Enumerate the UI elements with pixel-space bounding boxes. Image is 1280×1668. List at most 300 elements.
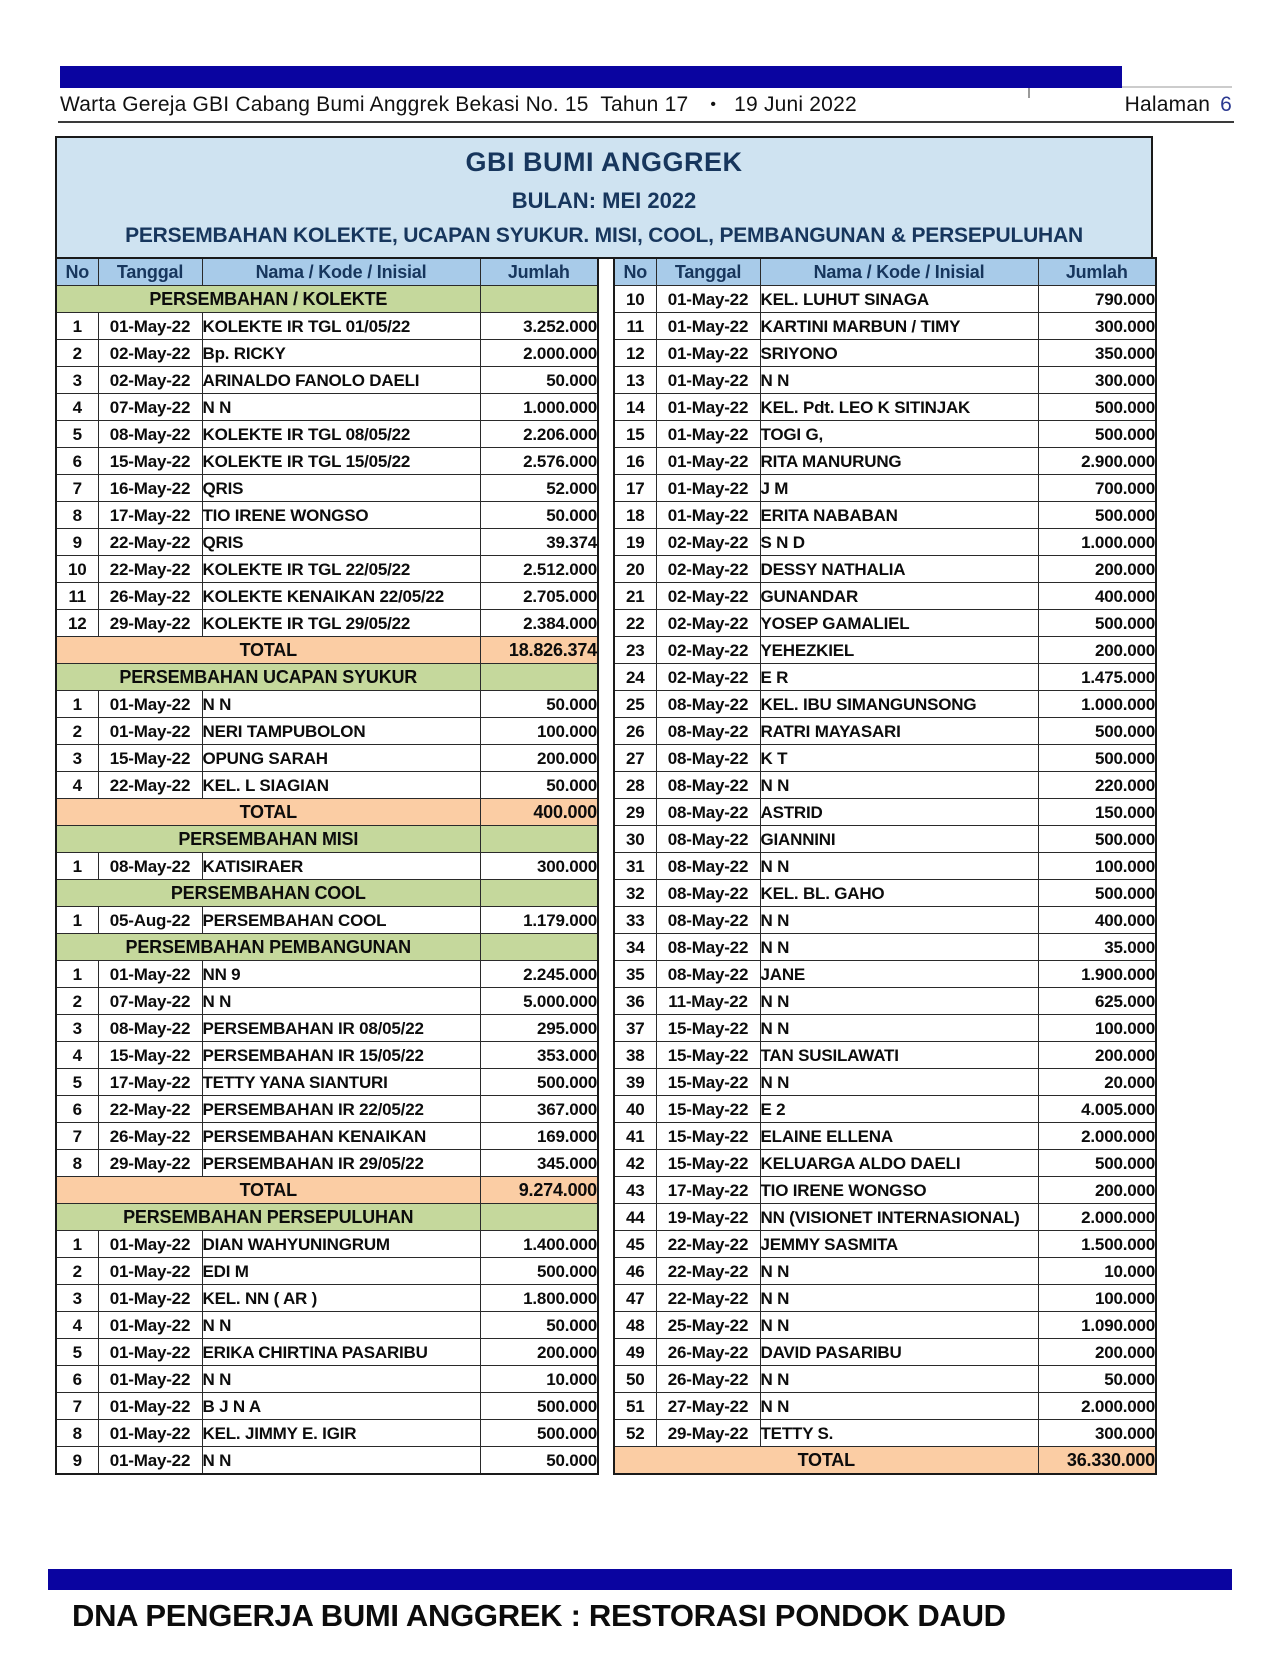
cell-name: KELUARGA ALDO DAELI	[760, 1150, 1038, 1177]
cell-date: 02-May-22	[656, 637, 760, 664]
cell-date: 19-May-22	[656, 1204, 760, 1231]
cell-no: 26	[614, 718, 656, 745]
bullet-separator: •	[710, 96, 717, 113]
cell-no: 8	[56, 1150, 98, 1177]
cell-amount: 52.000	[480, 475, 598, 502]
cell-name: TETTY S.	[760, 1420, 1038, 1447]
cell-amount: 500.000	[1038, 745, 1156, 772]
cell-no: 4	[56, 1312, 98, 1339]
table-row	[614, 286, 1156, 313]
cell-date: 25-May-22	[656, 1312, 760, 1339]
cell-name: KOLEKTE KENAIKAN 22/05/22	[202, 583, 480, 610]
cell-amount: 625.000	[1038, 988, 1156, 1015]
table-row	[56, 1096, 598, 1123]
cell-name: KARTINI MARBUN / TIMY	[760, 313, 1038, 340]
cell-amount: 790.000	[1038, 286, 1156, 313]
cell-amount: 20.000	[1038, 1069, 1156, 1096]
cell-amount: 200.000	[480, 745, 598, 772]
cell-date: 29-May-22	[98, 1150, 202, 1177]
cell-amount: 353.000	[480, 1042, 598, 1069]
top-accent-bar	[60, 66, 1122, 88]
cell-date: 01-May-22	[656, 367, 760, 394]
cell-amount: 1.179.000	[480, 907, 598, 934]
cell-no: 10	[56, 556, 98, 583]
table-row	[614, 637, 1156, 664]
cell-amount: 500.000	[480, 1393, 598, 1420]
cell-no: 8	[56, 502, 98, 529]
cell-no: 34	[614, 934, 656, 961]
cell-name: E R	[760, 664, 1038, 691]
cell-no: 37	[614, 1015, 656, 1042]
cell-amount: 200.000	[1038, 556, 1156, 583]
table-header	[614, 258, 1156, 286]
cell-name: N N	[760, 1015, 1038, 1042]
cell-no: 3	[56, 1015, 98, 1042]
cell-amount: 3.252.000	[480, 313, 598, 340]
church-name: GBI BUMI ANGGREK	[465, 147, 743, 177]
cell-name: N N	[202, 394, 480, 421]
table-row	[56, 529, 598, 556]
cell-no: 2	[56, 340, 98, 367]
cell-name: KEL. BL. GAHO	[760, 880, 1038, 907]
cell-date: 08-May-22	[656, 961, 760, 988]
total-amount: 36.330.000	[1038, 1447, 1156, 1475]
table-row	[614, 340, 1156, 367]
cell-no: 21	[614, 583, 656, 610]
cell-date: 08-May-22	[98, 421, 202, 448]
col-header-1: Tanggal	[656, 258, 760, 286]
cell-date: 01-May-22	[98, 1285, 202, 1312]
cell-date: 15-May-22	[656, 1150, 760, 1177]
cell-name: EDI M	[202, 1258, 480, 1285]
table-row	[614, 853, 1156, 880]
cell-amount: 400.000	[1038, 583, 1156, 610]
table-row	[614, 1015, 1156, 1042]
section-header-row	[56, 1204, 598, 1231]
cell-no: 14	[614, 394, 656, 421]
table-row	[56, 340, 598, 367]
total-label: TOTAL	[56, 637, 480, 664]
cell-date: 17-May-22	[98, 1069, 202, 1096]
cell-name: N N	[760, 1285, 1038, 1312]
cell-date: 08-May-22	[656, 880, 760, 907]
cell-no: 35	[614, 961, 656, 988]
cell-no: 11	[56, 583, 98, 610]
cell-amount: 350.000	[1038, 340, 1156, 367]
cell-amount: 500.000	[1038, 880, 1156, 907]
cell-amount: 2.000.000	[480, 340, 598, 367]
cell-no: 31	[614, 853, 656, 880]
table-row	[56, 1393, 598, 1420]
table-row	[56, 394, 598, 421]
cell-no: 28	[614, 772, 656, 799]
cell-amount: 2.576.000	[480, 448, 598, 475]
cell-amount: 200.000	[1038, 637, 1156, 664]
table-row	[614, 1339, 1156, 1366]
cell-name: NN 9	[202, 961, 480, 988]
cell-amount: 2.206.000	[480, 421, 598, 448]
cell-name: N N	[202, 1447, 480, 1475]
table-row	[56, 1258, 598, 1285]
cell-amount: 2.705.000	[480, 583, 598, 610]
cell-date: 26-May-22	[656, 1366, 760, 1393]
cell-name: JEMMY SASMITA	[760, 1231, 1038, 1258]
cell-amount: 100.000	[1038, 1285, 1156, 1312]
cell-amount: 39.374	[480, 529, 598, 556]
table-row	[614, 313, 1156, 340]
table-row	[614, 1393, 1156, 1420]
col-header-3: Jumlah	[1038, 258, 1156, 286]
table-row	[56, 1420, 598, 1447]
cell-no: 52	[614, 1420, 656, 1447]
section-header-row	[56, 880, 598, 907]
cell-amount: 1.400.000	[480, 1231, 598, 1258]
table-row	[614, 745, 1156, 772]
cell-name: KOLEKTE IR TGL 08/05/22	[202, 421, 480, 448]
cell-date: 15-May-22	[656, 1123, 760, 1150]
cell-amount: 50.000	[480, 1447, 598, 1475]
cell-amount: 300.000	[480, 853, 598, 880]
cell-name: N N	[760, 934, 1038, 961]
table-row	[56, 745, 598, 772]
cell-no: 1	[56, 961, 98, 988]
cell-amount: 2.000.000	[1038, 1393, 1156, 1420]
cell-date: 01-May-22	[656, 313, 760, 340]
cell-date: 15-May-22	[656, 1069, 760, 1096]
cell-name: N N	[760, 1312, 1038, 1339]
cell-amount: 4.005.000	[1038, 1096, 1156, 1123]
cell-date: 01-May-22	[656, 394, 760, 421]
cell-no: 6	[56, 1096, 98, 1123]
cell-name: N N	[760, 853, 1038, 880]
cell-no: 25	[614, 691, 656, 718]
cell-date: 15-May-22	[656, 1042, 760, 1069]
issue-date: 19 Juni 2022	[734, 93, 857, 116]
masthead	[60, 90, 1232, 120]
cell-no: 12	[614, 340, 656, 367]
offering-table-left	[55, 257, 599, 1475]
cell-name: RATRI MAYASARI	[760, 718, 1038, 745]
cell-no: 42	[614, 1150, 656, 1177]
section-label: PERSEMBAHAN MISI	[56, 826, 480, 853]
section-blank-cell	[480, 1204, 598, 1231]
cell-no: 6	[56, 448, 98, 475]
cell-date: 08-May-22	[656, 772, 760, 799]
cell-name: KOLEKTE IR TGL 15/05/22	[202, 448, 480, 475]
cell-date: 01-May-22	[656, 448, 760, 475]
cell-amount: 500.000	[1038, 502, 1156, 529]
cell-amount: 100.000	[480, 718, 598, 745]
cell-amount: 5.000.000	[480, 988, 598, 1015]
cell-date: 02-May-22	[656, 529, 760, 556]
cell-name: TIO IRENE WONGSO	[760, 1177, 1038, 1204]
section-label: PERSEMBAHAN / KOLEKTE	[56, 286, 480, 313]
tables-row	[55, 257, 1153, 1475]
table-row	[614, 718, 1156, 745]
cell-name: GUNANDAR	[760, 583, 1038, 610]
table-row	[614, 367, 1156, 394]
cell-name: NN (VISIONET INTERNASIONAL)	[760, 1204, 1038, 1231]
cell-date: 01-May-22	[656, 340, 760, 367]
cell-amount: 100.000	[1038, 1015, 1156, 1042]
table-row	[614, 1069, 1156, 1096]
cell-name: K T	[760, 745, 1038, 772]
cell-name: NERI TAMPUBOLON	[202, 718, 480, 745]
total-label: TOTAL	[56, 799, 480, 826]
cell-date: 02-May-22	[656, 556, 760, 583]
cell-no: 3	[56, 367, 98, 394]
table-row	[614, 880, 1156, 907]
cell-no: 5	[56, 1069, 98, 1096]
cell-amount: 1.500.000	[1038, 1231, 1156, 1258]
table-row	[56, 1069, 598, 1096]
cell-date: 01-May-22	[98, 1231, 202, 1258]
table-row	[56, 853, 598, 880]
cell-no: 40	[614, 1096, 656, 1123]
cell-date: 01-May-22	[656, 475, 760, 502]
cell-name: DESSY NATHALIA	[760, 556, 1038, 583]
cell-amount: 300.000	[1038, 367, 1156, 394]
section-blank-cell	[480, 286, 598, 313]
table-row	[56, 961, 598, 988]
cell-date: 01-May-22	[656, 421, 760, 448]
table-row	[56, 1123, 598, 1150]
cell-name: KEL. IBU SIMANGUNSONG	[760, 691, 1038, 718]
cell-no: 49	[614, 1339, 656, 1366]
table-row	[614, 1366, 1156, 1393]
masthead-right-line	[1122, 86, 1232, 88]
col-header-0: No	[614, 258, 656, 286]
cell-date: 26-May-22	[98, 583, 202, 610]
cell-no: 39	[614, 1069, 656, 1096]
table-row	[614, 1042, 1156, 1069]
table-row	[56, 1285, 598, 1312]
cell-amount: 300.000	[1038, 313, 1156, 340]
section-label: PERSEMBAHAN PEMBANGUNAN	[56, 934, 480, 961]
cell-name: KEL. NN ( AR )	[202, 1285, 480, 1312]
cell-name: N N	[760, 1069, 1038, 1096]
cell-name: E 2	[760, 1096, 1038, 1123]
cell-amount: 367.000	[480, 1096, 598, 1123]
table-row	[614, 610, 1156, 637]
cell-no: 7	[56, 1123, 98, 1150]
cell-date: 27-May-22	[656, 1393, 760, 1420]
cell-no: 22	[614, 610, 656, 637]
cell-name: N N	[202, 1312, 480, 1339]
cell-amount: 1.000.000	[1038, 529, 1156, 556]
cell-amount: 50.000	[1038, 1366, 1156, 1393]
cell-amount: 295.000	[480, 1015, 598, 1042]
section-header-row	[56, 664, 598, 691]
cell-name: KEL. Pdt. LEO K SITINJAK	[760, 394, 1038, 421]
cell-no: 3	[56, 745, 98, 772]
cell-amount: 50.000	[480, 502, 598, 529]
cell-name: QRIS	[202, 529, 480, 556]
cell-date: 17-May-22	[98, 502, 202, 529]
section-blank-cell	[480, 664, 598, 691]
cell-name: S N D	[760, 529, 1038, 556]
cell-amount: 10.000	[1038, 1258, 1156, 1285]
cell-no: 7	[56, 1393, 98, 1420]
masthead-rule	[58, 121, 1234, 123]
cell-no: 2	[56, 1258, 98, 1285]
table-row	[614, 1096, 1156, 1123]
cell-amount: 200.000	[1038, 1177, 1156, 1204]
section-header-row	[56, 286, 598, 313]
cell-date: 08-May-22	[656, 799, 760, 826]
cell-no: 1	[56, 691, 98, 718]
cell-amount: 1.090.000	[1038, 1312, 1156, 1339]
cell-date: 01-May-22	[98, 1420, 202, 1447]
cell-no: 45	[614, 1231, 656, 1258]
cell-name: KEL. JIMMY E. IGIR	[202, 1420, 480, 1447]
cell-date: 22-May-22	[98, 772, 202, 799]
table-row	[56, 1042, 598, 1069]
cell-amount: 1.900.000	[1038, 961, 1156, 988]
section-label: PERSEMBAHAN COOL	[56, 880, 480, 907]
cell-no: 1	[56, 313, 98, 340]
total-amount: 18.826.374	[480, 637, 598, 664]
cell-date: 15-May-22	[98, 1042, 202, 1069]
table-row	[56, 907, 598, 934]
cell-amount: 50.000	[480, 367, 598, 394]
cell-no: 13	[614, 367, 656, 394]
cell-date: 02-May-22	[98, 340, 202, 367]
report-period: BULAN: MEI 2022	[511, 188, 697, 213]
table-row	[614, 1123, 1156, 1150]
total-label: TOTAL	[614, 1447, 1038, 1475]
table-row	[614, 664, 1156, 691]
cell-date: 07-May-22	[98, 394, 202, 421]
table-body	[614, 286, 1156, 1475]
cell-name: N N	[760, 988, 1038, 1015]
cell-date: 01-May-22	[98, 1339, 202, 1366]
cell-no: 48	[614, 1312, 656, 1339]
cell-no: 8	[56, 1420, 98, 1447]
cell-date: 08-May-22	[656, 691, 760, 718]
page-number: 6	[1220, 93, 1232, 116]
cell-date: 15-May-22	[98, 745, 202, 772]
col-header-2: Nama / Kode / Inisial	[760, 258, 1038, 286]
cell-name: KATISIRAER	[202, 853, 480, 880]
cell-date: 22-May-22	[98, 1096, 202, 1123]
cell-amount: 50.000	[480, 772, 598, 799]
cell-date: 26-May-22	[656, 1339, 760, 1366]
cell-no: 2	[56, 718, 98, 745]
cell-amount: 400.000	[1038, 907, 1156, 934]
table-row	[614, 475, 1156, 502]
cell-amount: 2.000.000	[1038, 1123, 1156, 1150]
table-row	[614, 988, 1156, 1015]
table-row	[614, 502, 1156, 529]
cell-name: KEL. LUHUT SINAGA	[760, 286, 1038, 313]
cell-amount: 2.245.000	[480, 961, 598, 988]
table-row	[56, 1339, 598, 1366]
cell-name: DAVID PASARIBU	[760, 1339, 1038, 1366]
table-row	[614, 1150, 1156, 1177]
section-blank-cell	[480, 934, 598, 961]
cell-no: 3	[56, 1285, 98, 1312]
total-row	[56, 1177, 598, 1204]
cell-amount: 1.000.000	[1038, 691, 1156, 718]
cell-name: QRIS	[202, 475, 480, 502]
cell-name: ERIKA CHIRTINA PASARIBU	[202, 1339, 480, 1366]
table-header	[56, 258, 598, 286]
cell-name: PERSEMBAHAN KENAIKAN	[202, 1123, 480, 1150]
cell-date: 08-May-22	[656, 826, 760, 853]
cell-date: 01-May-22	[656, 502, 760, 529]
cell-name: PERSEMBAHAN IR 22/05/22	[202, 1096, 480, 1123]
cell-amount: 200.000	[1038, 1042, 1156, 1069]
table-row	[614, 1420, 1156, 1447]
cell-name: N N	[760, 367, 1038, 394]
col-header-0: No	[56, 258, 98, 286]
table-row	[614, 583, 1156, 610]
cell-date: 07-May-22	[98, 988, 202, 1015]
cell-date: 01-May-22	[98, 961, 202, 988]
cell-no: 2	[56, 988, 98, 1015]
table-row	[56, 1015, 598, 1042]
cell-amount: 2.000.000	[1038, 1204, 1156, 1231]
total-row	[614, 1447, 1156, 1475]
column-header-row	[56, 258, 598, 286]
cell-name: TOGI G,	[760, 421, 1038, 448]
cell-no: 30	[614, 826, 656, 853]
footer-accent-bar	[48, 1569, 1232, 1590]
table-row	[614, 907, 1156, 934]
col-header-2: Nama / Kode / Inisial	[202, 258, 480, 286]
cell-date: 01-May-22	[98, 1312, 202, 1339]
total-row	[56, 637, 598, 664]
cell-date: 08-May-22	[656, 934, 760, 961]
cell-no: 19	[614, 529, 656, 556]
cell-date: 08-May-22	[98, 853, 202, 880]
cell-date: 01-May-22	[98, 313, 202, 340]
cell-amount: 500.000	[1038, 394, 1156, 421]
cell-name: N N	[760, 772, 1038, 799]
cell-date: 02-May-22	[656, 664, 760, 691]
cell-name: JANE	[760, 961, 1038, 988]
cell-amount: 1.800.000	[480, 1285, 598, 1312]
cell-no: 1	[56, 907, 98, 934]
cell-name: N N	[760, 1366, 1038, 1393]
cell-name: SRIYONO	[760, 340, 1038, 367]
cell-date: 29-May-22	[656, 1420, 760, 1447]
col-header-3: Jumlah	[480, 258, 598, 286]
table-row	[56, 718, 598, 745]
cell-amount: 500.000	[480, 1069, 598, 1096]
table-row	[614, 529, 1156, 556]
cell-amount: 500.000	[1038, 826, 1156, 853]
cell-name: PERSEMBAHAN IR 08/05/22	[202, 1015, 480, 1042]
cell-amount: 169.000	[480, 1123, 598, 1150]
table-row	[56, 610, 598, 637]
cell-amount: 50.000	[480, 691, 598, 718]
table-row	[614, 691, 1156, 718]
cell-date: 01-May-22	[98, 691, 202, 718]
table-row	[56, 313, 598, 340]
cell-date: 08-May-22	[656, 853, 760, 880]
cell-no: 36	[614, 988, 656, 1015]
cell-date: 29-May-22	[98, 610, 202, 637]
cell-no: 1	[56, 1231, 98, 1258]
cell-amount: 100.000	[1038, 853, 1156, 880]
cell-name: J M	[760, 475, 1038, 502]
cell-date: 01-May-22	[98, 1447, 202, 1475]
cell-no: 10	[614, 286, 656, 313]
cell-amount: 2.384.000	[480, 610, 598, 637]
table-row	[56, 1447, 598, 1475]
